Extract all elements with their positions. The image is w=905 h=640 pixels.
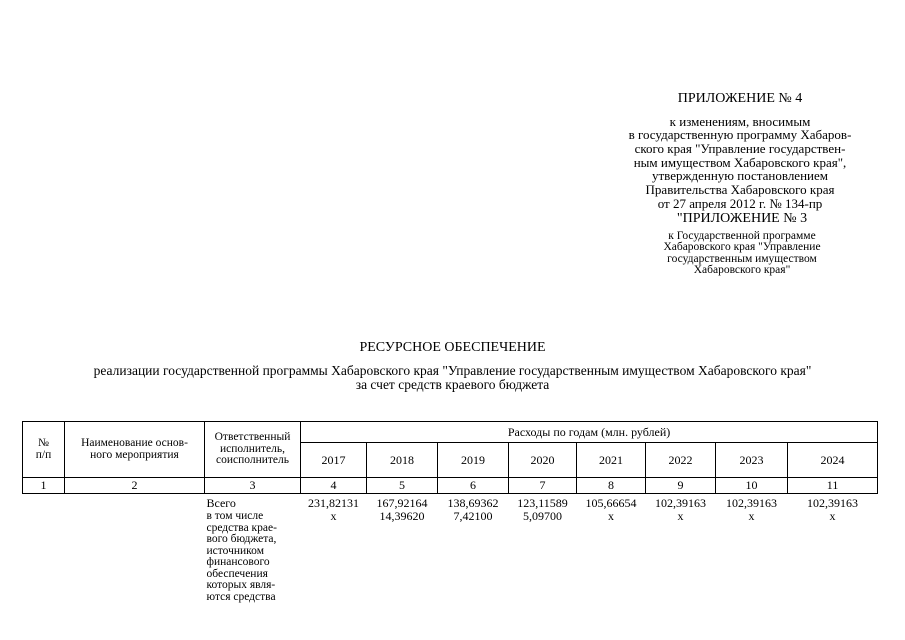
header-name-line: ного мероприятия <box>90 448 179 461</box>
appendix-3-line: государственным имуществом <box>667 252 817 265</box>
column-number: 7 <box>509 478 577 494</box>
header-year: 2020 <box>509 443 577 478</box>
header-year: 2023 <box>716 443 788 478</box>
document-title-block <box>20 340 885 392</box>
year-total-value: 102,39163 <box>807 496 859 510</box>
year-subvalue: 7,42100 <box>453 509 493 524</box>
row-performer <box>205 494 301 604</box>
appendix-3-line: Хабаровского края" <box>693 264 791 277</box>
header-name-line: Наименование основ- <box>81 437 188 449</box>
header-expenses: Расходы по годам (млн. рублей) <box>301 422 878 443</box>
year-value-cell <box>716 494 788 604</box>
row-number <box>23 494 65 604</box>
year-total-value: 231,82131 <box>308 496 359 510</box>
year-subvalue: 14,39620 <box>379 509 425 524</box>
year-value-cell <box>646 494 716 604</box>
resource-table-wrapper <box>22 421 877 603</box>
document-subtitle <box>20 364 885 392</box>
year-subvalue: х <box>608 509 614 524</box>
year-subvalue: 5,09700 <box>523 509 562 524</box>
year-total-value: 105,66654 <box>585 496 637 510</box>
appendix-4-line: ным имуществом Хабаровского края", <box>633 154 847 170</box>
year-value-cell <box>367 494 438 604</box>
column-number: 3 <box>205 478 301 494</box>
table-row <box>23 494 878 604</box>
year-value-cell <box>577 494 646 604</box>
appendix-3-line: к Государственной программе <box>668 229 816 242</box>
header-num-line: № <box>38 437 49 449</box>
appendix-4-block <box>600 92 880 210</box>
column-number: 11 <box>788 478 878 494</box>
appendix-3-line: Хабаровского края "Управление <box>663 241 821 254</box>
column-number: 9 <box>646 478 716 494</box>
appendix-4-line: к изменениям, вносимым <box>669 113 811 129</box>
year-value-cell <box>788 494 878 604</box>
year-value-cell <box>509 494 577 604</box>
appendix-4-line: ского края "Управление государствен- <box>634 140 846 156</box>
document-title: РЕСУРСНОЕ ОБЕСПЕЧЕНИЕ <box>359 340 546 355</box>
column-number: 6 <box>438 478 509 494</box>
subtitle-line: реализации государственной программы Хабаровского края "Управление государственным имуществом Хабаровского края" <box>93 363 812 378</box>
year-total-value: 138,69362 <box>447 496 499 510</box>
performer-detail-line: источником <box>206 544 264 557</box>
header-performer-line: Ответственный <box>214 431 291 444</box>
header-activity-name <box>65 422 205 478</box>
appendix-4-line: Правительства Хабаровского края <box>645 181 835 197</box>
appendix-4-line: в государственную программу Хабаров- <box>628 127 852 143</box>
appendix-3-heading: "ПРИЛОЖЕНИЕ № 3 <box>676 211 808 226</box>
year-subvalue: х <box>330 509 337 524</box>
header-performer-line: соисполнитель <box>215 454 290 467</box>
header-num <box>23 422 65 478</box>
performer-detail-line: которых явля- <box>206 579 276 591</box>
header-year: 2022 <box>646 443 716 478</box>
column-number: 2 <box>65 478 205 494</box>
resource-table <box>22 421 878 603</box>
appendix-3-block <box>632 212 852 277</box>
header-performer-line: исполнитель, <box>219 442 286 455</box>
year-subvalue: х <box>748 509 755 524</box>
header-num-line: п/п <box>35 448 52 461</box>
performer-detail-line: обеспечения <box>206 567 268 580</box>
performer-detail-line: в том числе <box>206 510 264 522</box>
year-total-value: 102,39163 <box>655 496 706 510</box>
header-year: 2018 <box>367 443 438 478</box>
performer-total-label: Всего <box>206 496 236 510</box>
performer-detail-line: финансового <box>206 556 270 568</box>
year-total-value: 102,39163 <box>726 496 777 510</box>
year-subvalue: х <box>829 509 836 524</box>
column-number: 5 <box>367 478 438 494</box>
performer-detail-line: вого бюджета, <box>206 533 277 545</box>
column-number: 8 <box>577 478 646 494</box>
header-row-1 <box>23 422 878 443</box>
column-number: 10 <box>716 478 788 494</box>
year-total-value: 167,92164 <box>376 496 428 510</box>
header-year: 2024 <box>788 443 878 478</box>
appendix-4-heading: ПРИЛОЖЕНИЕ № 4 <box>677 91 803 106</box>
year-value-cell <box>301 494 367 604</box>
column-number-row <box>23 478 878 494</box>
appendix-3-text <box>632 231 852 277</box>
subtitle-line: за счет средств краевого бюджета <box>355 377 550 393</box>
year-value-cell <box>438 494 509 604</box>
year-subvalue: х <box>677 509 684 524</box>
header-year: 2021 <box>577 443 646 478</box>
column-number: 4 <box>301 478 367 494</box>
header-year: 2017 <box>301 443 367 478</box>
header-performer <box>205 422 301 478</box>
appendix-4-line: от 27 апреля 2012 г. № 134-пр <box>657 195 823 211</box>
appendix-4-text <box>600 115 880 210</box>
column-number: 1 <box>23 478 65 494</box>
header-year: 2019 <box>438 443 509 478</box>
year-total-value: 123,11589 <box>517 496 568 510</box>
performer-detail-line: средства крае- <box>206 521 277 534</box>
row-activity-name <box>65 494 205 604</box>
appendix-4-line: утвержденную постановлением <box>651 168 828 184</box>
performer-detail-line: ются средства <box>206 590 276 603</box>
